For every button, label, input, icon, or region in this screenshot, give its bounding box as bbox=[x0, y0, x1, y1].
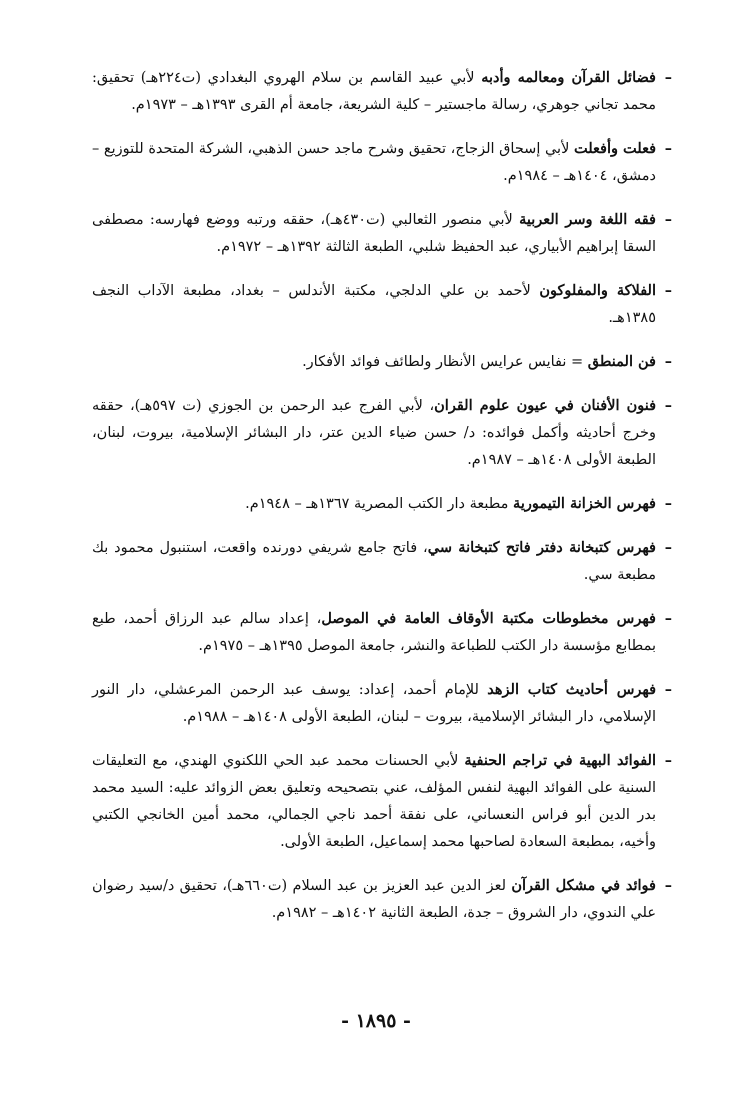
entry-title: فقه اللغة وسر العربية bbox=[519, 211, 656, 228]
bibliography-entry bbox=[92, 534, 672, 589]
entry-title: الفوائد البهية في تراجم الحنفية bbox=[464, 752, 656, 769]
bibliography-entry bbox=[92, 392, 672, 474]
entry-dash: – bbox=[664, 140, 672, 157]
bibliography-entry bbox=[92, 206, 672, 261]
entry-title: الفلاكة والمفلوكون bbox=[539, 282, 656, 299]
bibliography-entry bbox=[92, 747, 672, 856]
entry-details: للإمام أحمد، إعداد: يوسف عبد الرحمن المرعشلي، دار النور الإسلامي، دار البشائر الإسلامية، بيروت – لبنان، الطبعة الأولى ١٤٠٨هـ – ١٩٨٨م. bbox=[92, 682, 656, 725]
entry-details: ، فاتح جامع شريفي دورنده واقعت، استنبول محمود بك مطبعة سي. bbox=[92, 540, 656, 583]
entry-details: = نفايس عرايس الأنظار ولطائف فوائد الأفكار. bbox=[302, 354, 588, 370]
bibliography-entry bbox=[92, 676, 672, 731]
entry-dash: – bbox=[664, 877, 672, 894]
entry-dash: – bbox=[664, 681, 672, 698]
entry-title: فهرس أحاديث كتاب الزهد bbox=[487, 681, 657, 698]
bibliography-entry bbox=[92, 64, 672, 119]
page-number: - ١٨٩٥ - bbox=[341, 1010, 411, 1032]
entry-title: فضائل القرآن ومعالمه وأدبه bbox=[481, 69, 656, 86]
entry-dash: – bbox=[664, 752, 672, 769]
entry-dash: – bbox=[664, 211, 672, 228]
entry-details: لعز الدين عبد العزيز بن عبد السلام (ت٦٦٠هـ)، تحقيق د/سيد رضوان علي الندوي، دار الشروق – جدة، الطبعة الثانية ١٤٠٢هـ – ١٩٨٢م. bbox=[92, 878, 656, 921]
bibliography-entry bbox=[92, 490, 672, 518]
entry-dash: – bbox=[664, 539, 672, 556]
entry-title: فن المنطق bbox=[587, 353, 656, 370]
entry-dash: – bbox=[664, 495, 672, 512]
entry-title: فهرس مخطوطات مكتبة الأوقاف العامة في الموصل bbox=[321, 610, 656, 627]
bibliography-list bbox=[92, 64, 672, 943]
bibliography-entry bbox=[92, 872, 672, 927]
entry-details: ، إعداد سالم عبد الرزاق أحمد، طبع بمطابع مؤسسة دار الكتب للطباعة والنشر، جامعة الموصل ١٣٩٥هـ – ١٩٧٥م. bbox=[92, 611, 656, 654]
entry-dash: – bbox=[664, 282, 672, 299]
entry-title: فهرس الخزانة التيمورية bbox=[513, 495, 656, 512]
entry-dash: – bbox=[664, 353, 672, 370]
entry-dash: – bbox=[664, 69, 672, 86]
entry-dash: – bbox=[664, 610, 672, 627]
entry-details: لأبي إسحاق الزجاج، تحقيق وشرح ماجد حسن الذهبي، الشركة المتحدة للتوزيع – دمشق، ١٤٠٤هـ – ١٩٨٤م. bbox=[92, 141, 656, 184]
entry-details: ، لأبي الفرج عبد الرحمن بن الجوزي (ت ٥٩٧هـ)، حققه وخرج أحاديثه وأكمل فوائده: د/ حسن ضياء الدين عتر، دار البشائر الإسلامية، بيروت، لبنان، الطبعة الأولى ١٤٠٨هـ – ١٩٨٧م. bbox=[92, 398, 656, 468]
entry-details: لأبي الحسنات محمد عبد الحي اللكنوي الهندي، مع التعليقات السنية على الفوائد البهية لنفس المؤلف، عني بتصحيحه وتعليق بعض الزوائد عليه: السيد محمد بدر الدين أبو فراس النعساني، على نفقة أحمد ناجي الجمالي، محمد أمين الخانجي الكتبي وأخيه، بمطبعة السعادة لصاحبها محمد إسماعيل، الطبعة الأولى. bbox=[92, 753, 656, 850]
entry-details: مطبعة دار الكتب المصرية ١٣٦٧هـ – ١٩٤٨م. bbox=[245, 496, 514, 512]
entry-title: فنون الأفنان في عيون علوم القران bbox=[434, 397, 657, 414]
entry-title: فوائد في مشكل القرآن bbox=[511, 877, 656, 894]
bibliography-entry bbox=[92, 605, 672, 660]
entry-title: فهرس كتبخانة دفتر فاتح كتبخانة سي bbox=[427, 539, 656, 556]
entry-details: لأحمد بن علي الدلجي، مكتبة الأندلس – بغداد، مطبعة الآداب النجف ١٣٨٥هـ. bbox=[92, 283, 656, 326]
entry-title: فعلت وأفعلت bbox=[573, 140, 656, 157]
entry-details: لأبي عبيد القاسم بن سلام الهروي البغدادي (ت٢٢٤هـ) تحقيق: محمد تجاني جوهري، رسالة ماجستير – كلية الشريعة، جامعة أم القرى ١٣٩٣هـ – ١٩٧٣م. bbox=[92, 70, 656, 113]
entry-details: لأبي منصور الثعالبي (ت٤٣٠هـ)، حققه ورتبه ووضع فهارسه: مصطفى السقا إبراهيم الأبياري، عبد الحفيظ شلبي، الطبعة الثالثة ١٣٩٢هـ – ١٩٧٢م. bbox=[92, 212, 656, 255]
bibliography-entry bbox=[92, 348, 672, 376]
entry-dash: – bbox=[664, 397, 672, 414]
bibliography-entry bbox=[92, 135, 672, 190]
bibliography-entry bbox=[92, 277, 672, 332]
